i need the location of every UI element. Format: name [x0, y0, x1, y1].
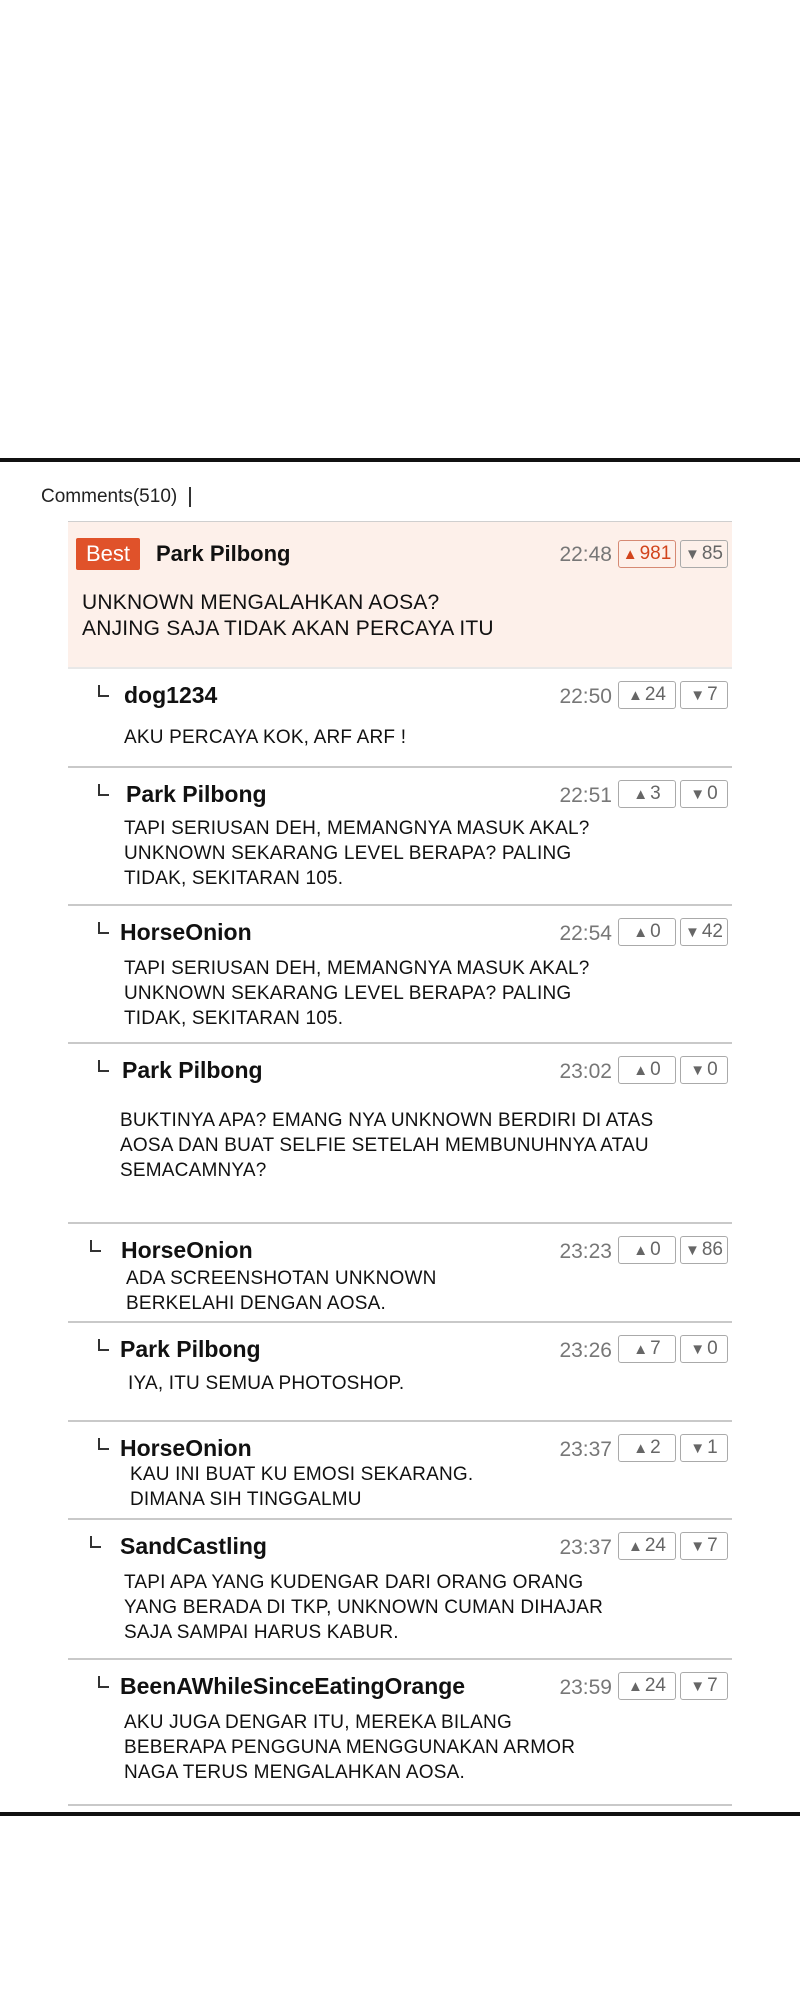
downvote-button[interactable] [680, 681, 728, 709]
reply-indicator-icon [98, 922, 109, 934]
downvote-button[interactable] [680, 1056, 728, 1084]
comment-text: AKU JUGA DENGAR ITU, MEREKA BILANG BEBERAPA PENGGUNA MENGGUNAKAN ARMOR NAGA TERUS MENGALAHKAN AOSA. [124, 1712, 576, 1783]
comment-text: UNKNOWN MENGALAHKAN AOSA? ANJING SAJA TIDAK AKAN PERCAYA ITU [82, 591, 494, 640]
downvote-icon: ▼ [690, 1340, 706, 1358]
comment-time: 22:50 [559, 685, 612, 708]
downvote-icon: ▼ [690, 1537, 706, 1555]
downvote-count: 0 [707, 1059, 718, 1080]
downvote-button[interactable] [680, 1672, 728, 1700]
downvote-icon: ▼ [690, 1061, 706, 1079]
downvote-button[interactable] [680, 1532, 728, 1560]
downvote-icon: ▼ [690, 785, 706, 803]
upvote-button[interactable] [618, 1335, 676, 1363]
comment-reply [68, 1224, 732, 1323]
comment-reply [68, 1323, 732, 1422]
downvote-count: 1 [707, 1437, 718, 1458]
upvote-icon: ▲ [633, 923, 649, 941]
upvote-button[interactable] [618, 681, 676, 709]
comments-header [41, 484, 191, 510]
comment-text: IYA, ITU SEMUA PHOTOSHOP. [128, 1373, 405, 1394]
upvote-button[interactable] [618, 1056, 676, 1084]
downvote-icon: ▼ [685, 1241, 700, 1259]
upvote-count: 0 [650, 1059, 661, 1080]
downvote-button[interactable] [680, 918, 728, 946]
best-badge: Best [76, 538, 140, 570]
comment-text: KAU INI BUAT KU EMOSI SEKARANG. DIMANA SIH TINGGALMU [130, 1464, 474, 1510]
upvote-count: 0 [650, 921, 661, 942]
comment-reply [68, 906, 732, 1044]
upvote-button[interactable] [618, 918, 676, 946]
comment-username[interactable]: Park Pilbong [126, 781, 267, 807]
upvote-icon: ▲ [622, 545, 638, 563]
comment-username[interactable]: HorseOnion [121, 1237, 253, 1263]
upvote-icon: ▲ [633, 785, 649, 803]
comment-text: TAPI SERIUSAN DEH, MEMANGNYA MASUK AKAL? UNKNOWN SEKARANG LEVEL BERAPA? PALING TIDAK, SEKITARAN 105. [124, 818, 590, 889]
downvote-icon: ▼ [690, 686, 706, 704]
upvote-count: 24 [644, 1535, 666, 1556]
comment-text: AKU PERCAYA KOK, ARF ARF ! [124, 727, 407, 748]
comment-username[interactable]: SandCastling [120, 1533, 267, 1559]
reply-indicator-icon [90, 1240, 101, 1252]
upvote-count: 24 [644, 1675, 666, 1696]
comment-time: 23:23 [559, 1240, 612, 1263]
downvote-count: 42 [701, 921, 723, 942]
reply-indicator-icon [98, 685, 109, 697]
upvote-count: 7 [650, 1338, 661, 1359]
comment-username[interactable]: HorseOnion [120, 1435, 252, 1461]
upvote-button[interactable] [618, 540, 676, 568]
upvote-button[interactable] [618, 1236, 676, 1264]
reply-indicator-icon [90, 1536, 101, 1548]
downvote-button[interactable] [680, 780, 728, 808]
downvote-button[interactable] [680, 1335, 728, 1363]
reply-indicator-icon [98, 1676, 109, 1688]
reply-indicator-icon [98, 1060, 109, 1072]
downvote-icon: ▼ [685, 545, 700, 563]
text-cursor [189, 487, 191, 507]
upvote-button[interactable] [618, 1672, 676, 1700]
bottom-divider [0, 1812, 800, 1816]
upvote-count: 3 [650, 783, 661, 804]
reply-indicator-icon [98, 784, 109, 796]
comment-username[interactable]: dog1234 [124, 682, 218, 708]
upvote-count: 24 [644, 684, 666, 705]
downvote-icon: ▼ [685, 923, 700, 941]
downvote-count: 86 [701, 1239, 723, 1260]
comment-time: 22:51 [559, 784, 612, 807]
downvote-count: 7 [707, 1535, 718, 1556]
comment-username[interactable]: Park Pilbong [156, 541, 291, 566]
upvote-icon: ▲ [633, 1439, 649, 1457]
downvote-count: 7 [707, 1675, 718, 1696]
downvote-icon: ▼ [690, 1439, 706, 1457]
upvote-count: 2 [650, 1437, 661, 1458]
comment-text: ADA SCREENSHOTAN UNKNOWN BERKELAHI DENGAN AOSA. [126, 1268, 437, 1314]
comment-reply [68, 768, 732, 906]
upvote-button[interactable] [618, 1532, 676, 1560]
comment-reply [68, 1660, 732, 1806]
comment-time: 23:37 [559, 1438, 612, 1461]
comment-text: BUKTINYA APA? EMANG NYA UNKNOWN BERDIRI DI ATAS AOSA DAN BUAT SELFIE SETELAH MEMBUNUHNYA ATAU SEMACAMNYA? [120, 1110, 654, 1181]
reply-indicator-icon [98, 1438, 109, 1450]
upvote-button[interactable] [618, 780, 676, 808]
comment-text: TAPI APA YANG KUDENGAR DARI ORANG ORANG YANG BERADA DI TKP, UNKNOWN CUMAN DIHAJAR SAJA SAMPAI HARUS KABUR. [124, 1572, 604, 1643]
upvote-icon: ▲ [628, 1537, 643, 1555]
comment-reply [68, 1520, 732, 1660]
comment-reply [68, 1044, 732, 1224]
upvote-icon: ▲ [628, 686, 643, 704]
upvote-icon: ▲ [628, 1677, 643, 1695]
comment-time: 23:37 [559, 1536, 612, 1559]
comment-reply [68, 1422, 732, 1520]
comments-count-label: Comments(510) [41, 486, 178, 507]
comment-best [68, 522, 732, 669]
comment-username[interactable]: Park Pilbong [120, 1336, 261, 1362]
downvote-count: 7 [707, 684, 718, 705]
downvote-button[interactable] [680, 1236, 728, 1264]
comment-time: 23:26 [559, 1339, 612, 1362]
upvote-icon: ▲ [633, 1241, 649, 1259]
comment-username[interactable]: HorseOnion [120, 919, 252, 945]
upvote-icon: ▲ [633, 1340, 649, 1358]
downvote-count: 0 [707, 783, 718, 804]
upvote-icon: ▲ [633, 1061, 649, 1079]
comment-username[interactable]: BeenAWhileSinceEatingOrange [120, 1673, 466, 1699]
comment-list [68, 521, 732, 1806]
comment-time: 22:48 [559, 543, 612, 566]
downvote-count: 85 [701, 543, 723, 564]
reply-indicator-icon [98, 1339, 109, 1351]
comment-time: 23:59 [559, 1676, 612, 1699]
comment-reply [68, 669, 732, 768]
comment-text: TAPI SERIUSAN DEH, MEMANGNYA MASUK AKAL? UNKNOWN SEKARANG LEVEL BERAPA? PALING TIDAK, SEKITARAN 105. [124, 958, 590, 1029]
top-divider [0, 458, 800, 462]
comment-username[interactable]: Park Pilbong [122, 1057, 263, 1083]
upvote-count: 981 [639, 543, 672, 564]
upvote-count: 0 [650, 1239, 661, 1260]
comment-time: 22:54 [559, 922, 612, 945]
downvote-button[interactable] [680, 1434, 728, 1462]
comment-time: 23:02 [559, 1060, 612, 1083]
downvote-button[interactable] [680, 540, 728, 568]
upvote-button[interactable] [618, 1434, 676, 1462]
downvote-icon: ▼ [690, 1677, 706, 1695]
downvote-count: 0 [707, 1338, 718, 1359]
